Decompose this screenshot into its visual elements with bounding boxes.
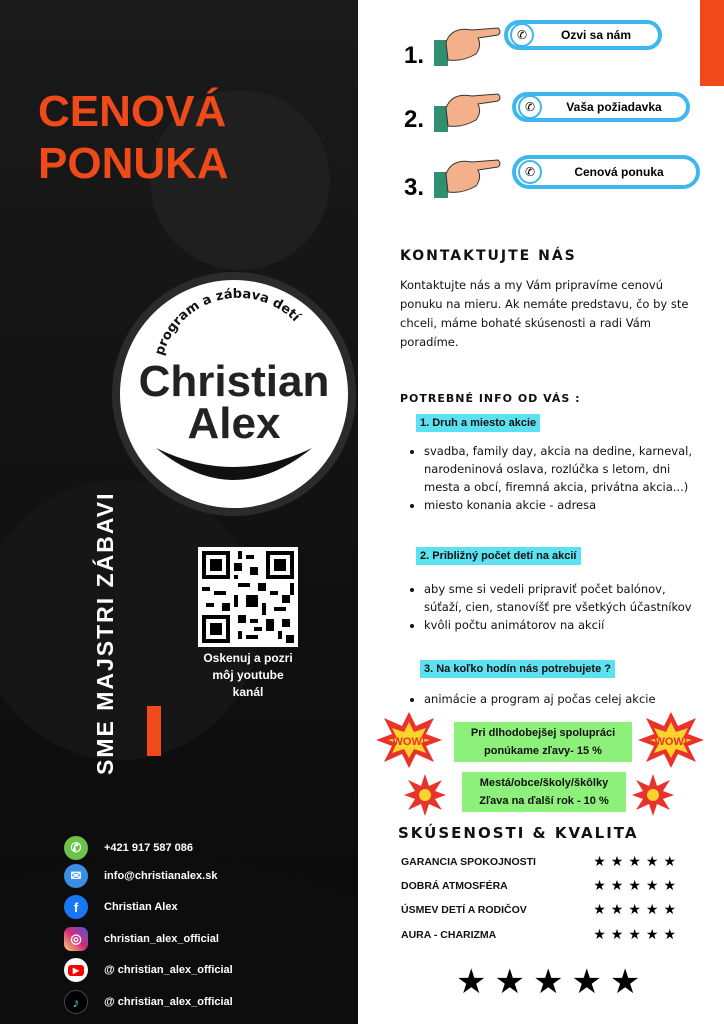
vertical-slogan: SME MAJSTRI ZÁBAVI (92, 491, 118, 775)
contact-phone-text: +421 917 587 086 (104, 842, 194, 854)
rating-label: DOBRÁ ATMOSFÉRA (401, 880, 508, 892)
step-2-number: 2. (404, 106, 425, 133)
qr-caption-line-1: Oskenuj a pozri (203, 651, 293, 665)
contact-youtube-text: @ christian_alex_official (104, 964, 233, 976)
info-label-2: 2. Približný počet detí na akcií (416, 547, 581, 565)
rating-row (401, 926, 681, 944)
logo-arc-text: program a zábava detí (152, 286, 303, 358)
contact-instagram[interactable] (64, 927, 219, 951)
wow-burst-icon (376, 712, 442, 768)
title-line-1: CENOVÁ (38, 87, 227, 136)
contact-heading: KONTAKTUJTE NÁS (400, 248, 577, 264)
rating-row (401, 901, 681, 919)
youtube-icon: ▶ (64, 958, 88, 982)
wow-text: WOW! (654, 736, 688, 748)
rating-stars: ★★★★★ (593, 927, 681, 943)
qr-caption (188, 650, 308, 701)
list-item: • animácie a program aj počas celej akcie (424, 690, 694, 708)
contact-email-text: info@christianalex.sk (104, 870, 218, 882)
contact-tiktok[interactable] (64, 990, 233, 1014)
contact-email[interactable] (64, 864, 217, 888)
promo-municipal (462, 772, 626, 812)
info-list-3 (410, 690, 694, 708)
promo-longterm (454, 722, 632, 762)
info-heading: POTREBNÉ INFO OD VÁS : (400, 392, 581, 405)
step-1-label: Ozvi sa nám (560, 28, 632, 42)
info-list-2 (410, 580, 694, 634)
contact-phone[interactable] (64, 836, 193, 860)
youtube-qr-code[interactable] (198, 547, 298, 647)
contact-facebook[interactable] (64, 895, 178, 919)
contact-instagram-text: christian_alex_official (104, 933, 219, 945)
promo-municipal-line-1: Mestá/obce/školy/škôlky (479, 777, 609, 789)
phone-icon: ✆ (518, 95, 542, 119)
accent-bar (147, 706, 161, 756)
list-item: • miesto konania akcie - adresa (424, 496, 694, 514)
rating-row (401, 853, 681, 871)
logo-name-line-1: Christian (138, 357, 330, 406)
smile-icon (156, 448, 312, 480)
qr-caption-line-2: môj youtube (212, 668, 284, 682)
promo-longterm-line-1: Pri dlhodobejšej spolupráci (470, 727, 616, 739)
facebook-icon: f (64, 895, 88, 919)
rating-row (401, 877, 681, 895)
rating-label: ÚSMEV DETÍ A RODIČOV (401, 904, 527, 916)
rating-label: GARANCIA SPOKOJNOSTI (401, 856, 536, 868)
quality-heading: SKÚSENOSTI & KVALITA (398, 824, 639, 842)
contact-youtube[interactable] (64, 958, 233, 982)
promo-longterm-line-2: ponúkame zľavy- 15 % (484, 745, 602, 757)
contact-tiktok-text: @ christian_alex_official (104, 996, 233, 1008)
phone-icon: ✆ (510, 23, 534, 47)
step-3-pill[interactable] (512, 155, 700, 189)
pointing-hand-icon (432, 82, 504, 134)
info-label-1: 1. Druh a miesto akcie (416, 414, 540, 432)
overall-rating-stars: ★★★★★ (456, 962, 649, 1002)
pointing-hand-icon (432, 16, 504, 68)
email-icon: ✉ (64, 864, 88, 888)
explosion-icon (632, 774, 674, 816)
list-item: • svadba, family day, akcia na dedine, karneval, narodeninová oslava, rozlúčka s letom, dni mesta a obcí, firemná akcia, privátna akcia...) (424, 442, 694, 496)
step-3-label: Cenová ponuka (574, 165, 664, 179)
rating-stars: ★★★★★ (593, 854, 681, 870)
qr-caption-line-3: kanál (232, 685, 264, 699)
promo-municipal-line-2: Zľava na ďalší rok - 10 % (479, 795, 609, 807)
step-1-number: 1. (404, 42, 425, 69)
rating-stars: ★★★★★ (593, 902, 681, 918)
explosion-icon (404, 774, 446, 816)
title-line-2: PONUKA (38, 139, 229, 188)
rating-stars: ★★★★★ (593, 878, 681, 894)
phone-icon: ✆ (64, 836, 88, 860)
left-panel (0, 0, 358, 1024)
pointing-hand-icon (432, 148, 504, 200)
step-3-number: 3. (404, 174, 425, 201)
logo-name-line-2: Alex (187, 399, 281, 448)
list-item: • kvôli počtu animátorov na akcií (424, 616, 694, 634)
phone-icon: ✆ (518, 160, 542, 184)
orange-corner-tab (700, 0, 724, 86)
wow-burst-icon (638, 712, 704, 768)
rating-label: AURA - CHARIZMA (401, 929, 497, 941)
tiktok-icon: ♪ (64, 990, 88, 1014)
info-list-1 (410, 442, 694, 514)
instagram-icon: ◎ (64, 927, 88, 951)
info-label-3: 3. Na koľko hodín nás potrebujete ? (420, 660, 615, 678)
contact-text: Kontaktujte nás a my Vám pripravíme cenovú ponuku na mieru. Ak nemáte predstavu, čo by ste chceli, máme bohaté skúsenosti a radi Vám poradíme. (400, 278, 689, 349)
step-1-pill[interactable] (504, 20, 662, 50)
wow-text: WOW! (392, 736, 426, 748)
list-item: • aby sme si vedeli pripraviť počet balónov, súťaží, cien, stanovíšť pre všetkých účastníkov (424, 580, 694, 616)
contact-facebook-text: Christian Alex (104, 901, 178, 913)
step-2-pill[interactable] (512, 92, 690, 122)
step-2-label: Vaša požiadavka (566, 100, 662, 114)
logo (112, 272, 356, 516)
